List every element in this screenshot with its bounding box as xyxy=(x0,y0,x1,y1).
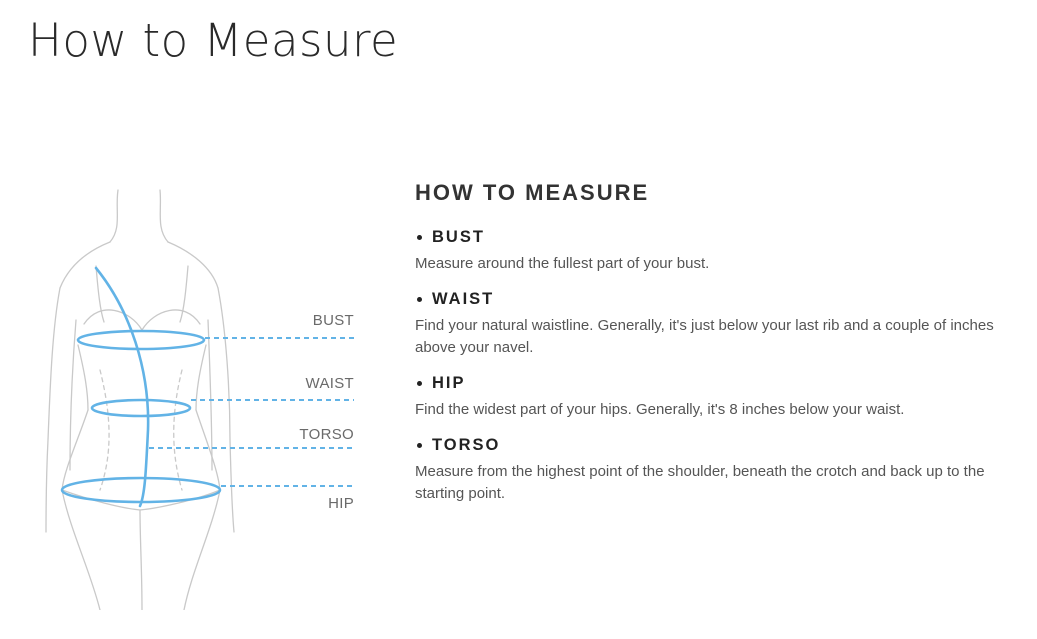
guide-item-title: BUST xyxy=(432,228,485,246)
bust-label: BUST xyxy=(312,312,354,329)
guide-item-title: WAIST xyxy=(432,290,495,308)
measure-guide xyxy=(415,180,1015,520)
bullet-icon xyxy=(417,443,422,448)
torso-label: TORSO xyxy=(299,426,354,443)
guide-item-hip xyxy=(415,374,1015,421)
guide-item-description: Find the widest part of your hips. Generally, it's 8 inches below your waist. xyxy=(415,401,905,418)
guide-item-bust xyxy=(415,228,1015,275)
guide-item-torso xyxy=(415,436,1015,505)
guide-item-title: TORSO xyxy=(432,436,501,454)
bullet-icon xyxy=(417,297,422,302)
guide-heading: HOW TO MEASURE xyxy=(415,180,650,205)
hip-tape xyxy=(62,478,220,502)
body-measurement-figure xyxy=(0,170,400,610)
bust-tape xyxy=(78,331,204,349)
guide-item-waist xyxy=(415,290,1015,359)
guide-item-description: Measure around the fullest part of your bust. xyxy=(415,255,710,272)
guide-item-description: Measure from the highest point of the shoulder, beneath the crotch and back up to the starting point. xyxy=(415,463,985,502)
waist-label: WAIST xyxy=(305,375,354,392)
hip-label: HIP xyxy=(328,495,354,512)
page-title: How to Measure xyxy=(28,14,399,67)
waist-tape xyxy=(92,400,190,416)
bullet-icon xyxy=(417,381,422,386)
guide-item-description: Find your natural waistline. Generally, it's just below your last rib and a couple of inches above your navel. xyxy=(415,317,994,356)
guide-item-title: HIP xyxy=(432,374,466,392)
bullet-icon xyxy=(417,235,422,240)
